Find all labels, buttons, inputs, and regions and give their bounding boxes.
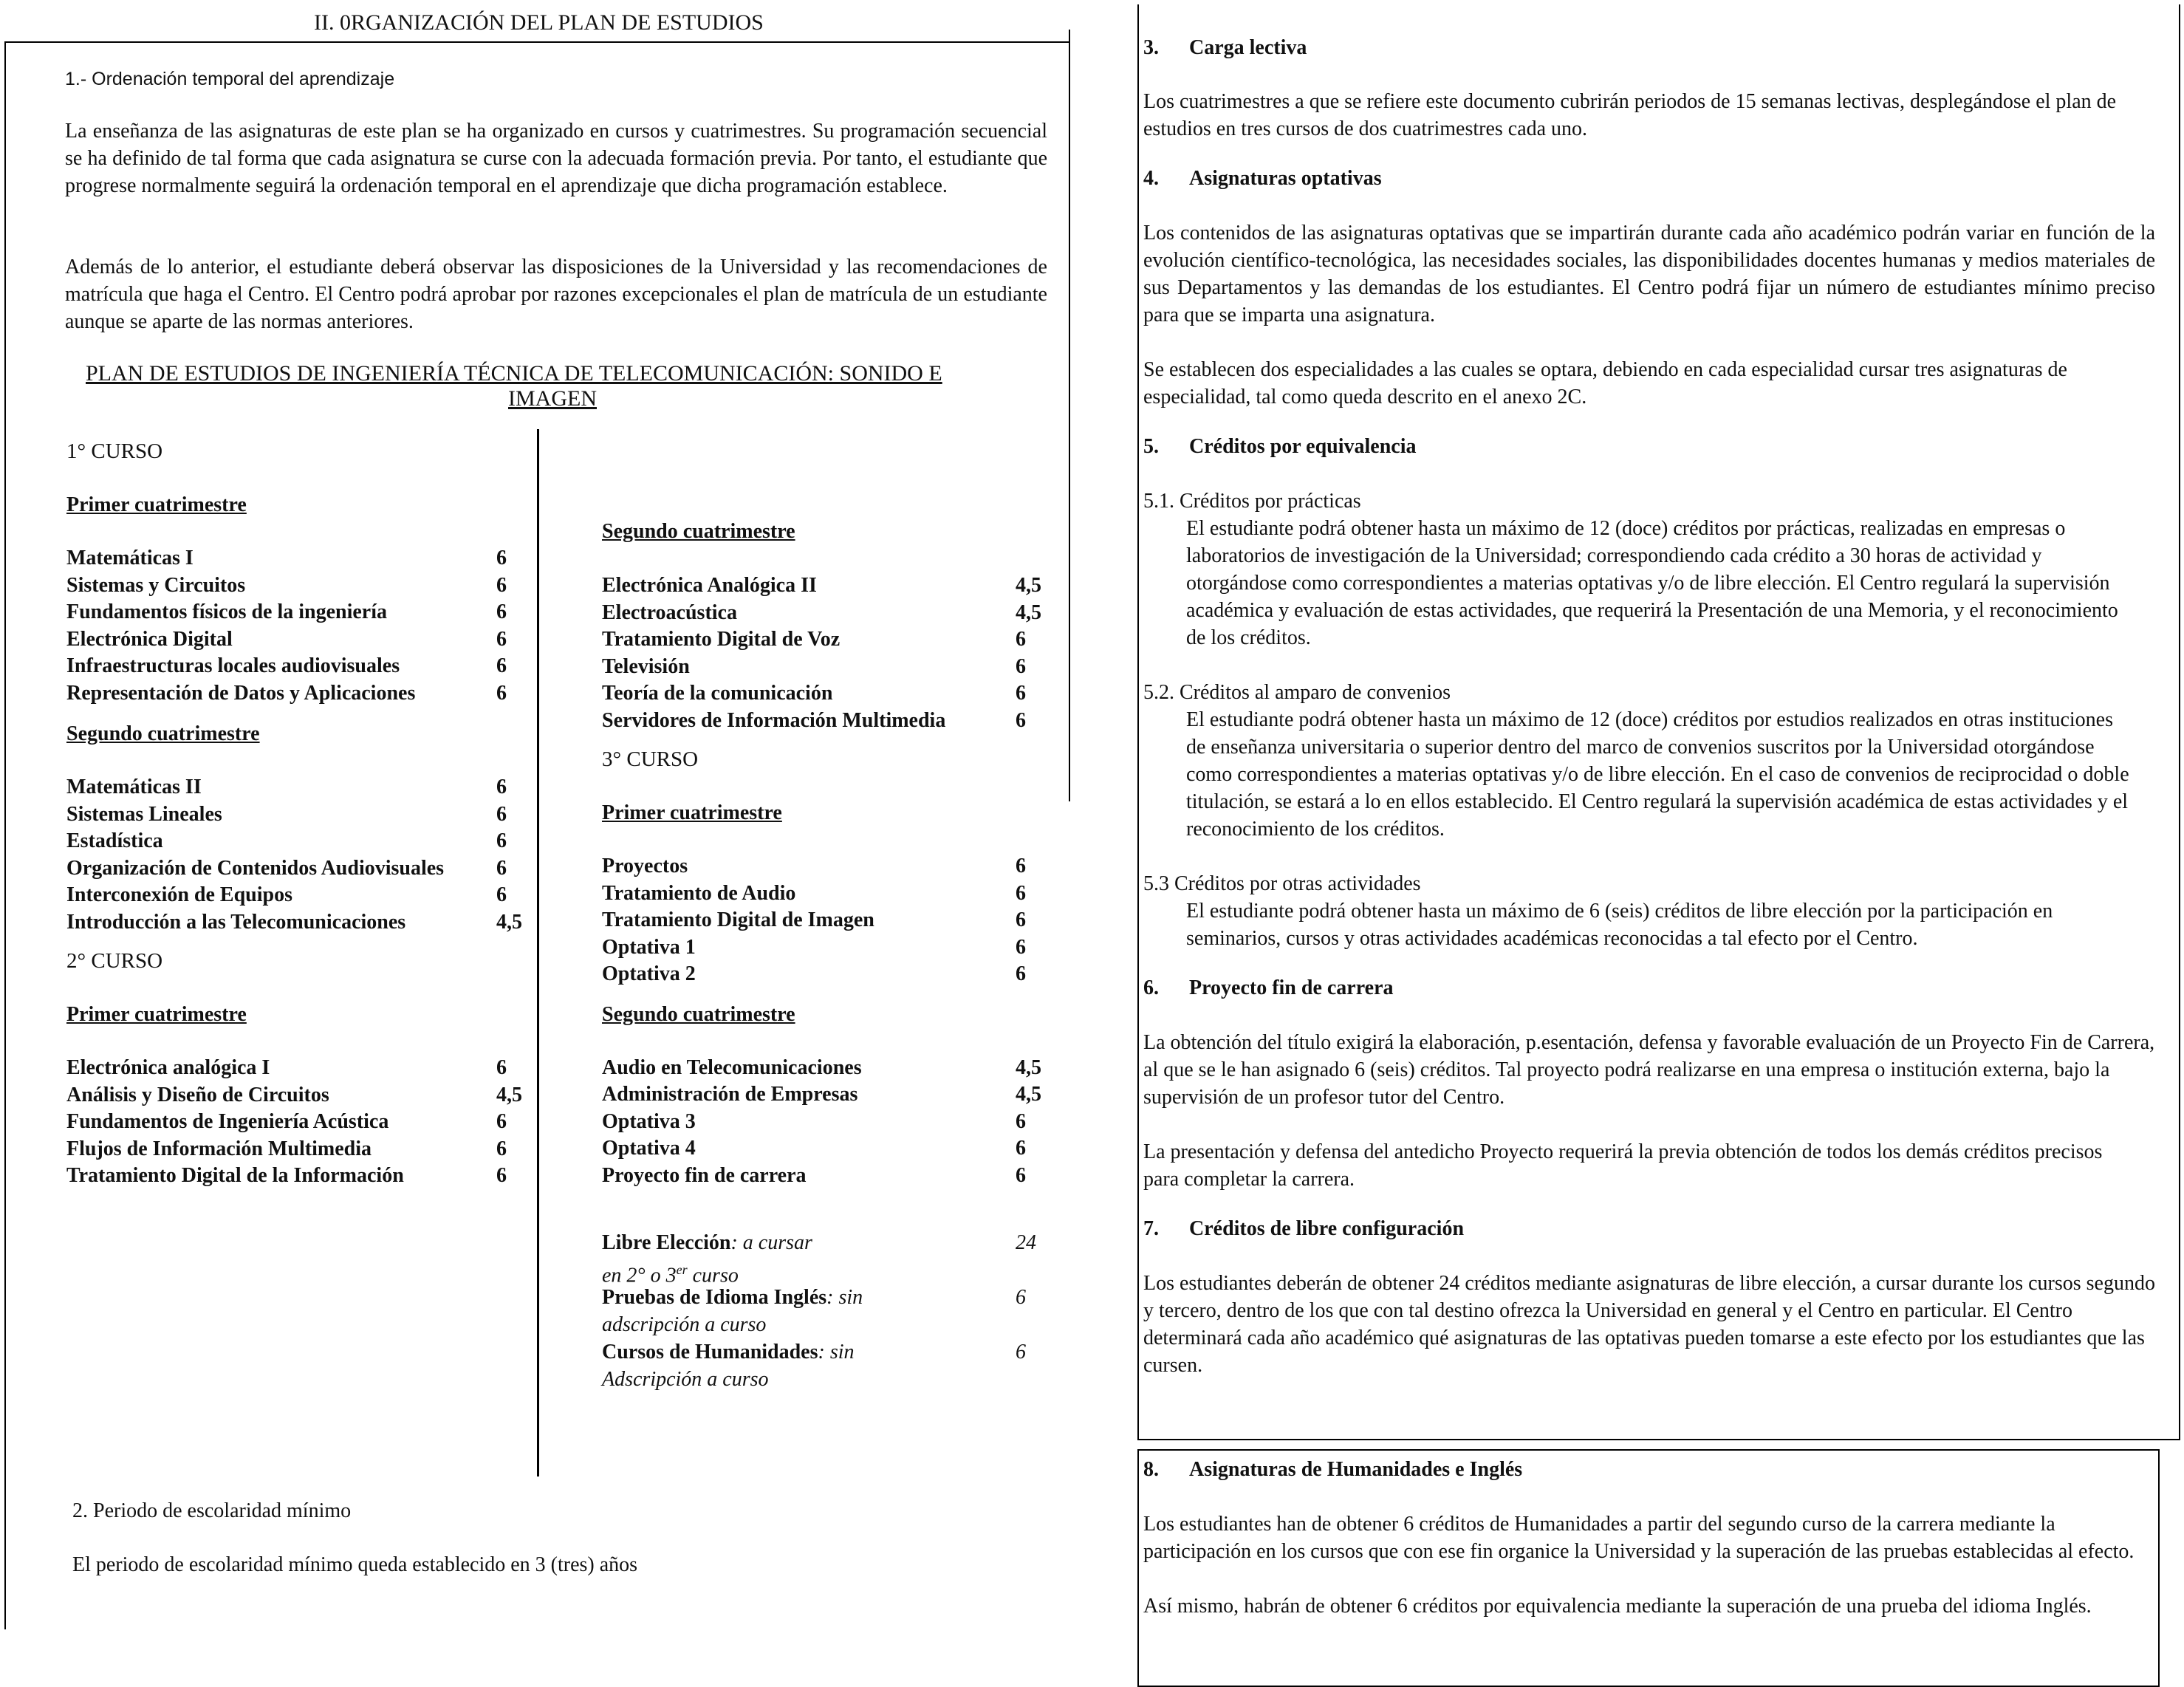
course-row <box>602 1162 1045 1189</box>
course-credits: 6 <box>1016 908 1026 931</box>
course-row <box>66 680 524 707</box>
extra-credit-note-end: curso <box>687 1264 739 1287</box>
s4-heading <box>1143 165 2155 192</box>
c3-s2-list <box>602 1054 1045 1189</box>
c3-s2-heading: Segundo cuatrimestre <box>602 1002 795 1026</box>
course-name: Tratamiento Digital de la Información <box>66 1164 404 1187</box>
s8-paragraph-2: Así mismo, habrán de obtener 6 créditos por equivalencia mediante la superación de una prueba del idioma Inglés. <box>1143 1595 2092 1618</box>
c2-s2-list <box>602 572 1045 733</box>
c2-s1-list <box>66 1054 524 1189</box>
right-content-2 <box>1143 1456 2137 1620</box>
course-credits: 6 <box>496 883 507 906</box>
course-name: Electroacústica <box>602 600 737 624</box>
column-divider <box>537 429 539 1476</box>
course-row <box>602 880 1045 907</box>
course-name: Matemáticas I <box>66 547 194 569</box>
course-name: Electrónica analógica I <box>66 1056 270 1079</box>
course-row <box>602 852 1045 880</box>
s5-title: Créditos por equivalencia <box>1189 435 1417 458</box>
s8-title: Asignaturas de Humanidades e Inglés <box>1189 1458 1523 1481</box>
extra-credit-name: Pruebas de Idioma Inglés <box>602 1286 827 1309</box>
course-row <box>66 855 524 882</box>
frame-right-line <box>1069 30 1070 801</box>
course-name: Optativa 1 <box>602 935 696 959</box>
s3-number: 3. <box>1143 36 1159 59</box>
course-name: Fundamentos de Ingeniería Acústica <box>66 1110 389 1133</box>
course-credits: 4,5 <box>1016 574 1041 597</box>
course-name: Tratamiento Digital de Imagen <box>602 908 874 931</box>
course-row <box>66 598 524 626</box>
course-row <box>66 1135 524 1163</box>
course-credits: 6 <box>1016 682 1026 705</box>
course-row <box>602 599 1045 626</box>
course-row <box>66 652 524 680</box>
course-name: Matemáticas II <box>66 776 202 798</box>
s7-title: Créditos de libre configuración <box>1189 1217 1465 1240</box>
course-name: Tratamiento de Audio <box>602 881 796 905</box>
curso1-block <box>66 438 524 1189</box>
course-name: Sistemas Lineales <box>66 802 222 826</box>
extra-credit-value: 24 <box>1016 1231 1036 1254</box>
right-course-column <box>602 518 1045 1393</box>
extra-credit-item <box>602 1284 1045 1338</box>
s5-heading <box>1143 433 2155 460</box>
s3-text: Los cuatrimestres a que se refiere este documento cubrirán periodos de 15 semanas lectivas, desplegándose el plan de estudios en tres cursos de dos cuatrimestres cada uno. <box>1143 90 2117 140</box>
course-name: Tratamiento Digital de Voz <box>602 628 841 651</box>
course-name: Fundamentos físicos de la ingeniería <box>66 600 388 623</box>
course-row <box>602 934 1045 961</box>
extra-credit-name: Libre Elección <box>602 1231 731 1254</box>
s7-text: Los estudiantes deberán de obtener 24 créditos mediante asignaturas de libre elección, a cursar durante los cursos segundo y tercero, dentro de los que con tal destino ofrezca la Universidad en general y el Centro en particular. El Centro determinará cada año académico qué asignaturas de las optativas pueden tomarse a este efecto por los estudiantes que las cursen. <box>1143 1272 2155 1377</box>
curso3-heading: 3° CURSO <box>602 747 699 771</box>
s53-text: El estudiante podrá obtener hasta un máximo de 6 (seis) créditos de libre elección por la participación en seminarios, cursos y otras actividades académicas reconocidas a tal efecto por el Centro. <box>1186 900 2053 950</box>
course-credits: 4,5 <box>1016 1055 1041 1079</box>
s7-number: 7. <box>1143 1217 1159 1240</box>
course-row <box>602 626 1045 653</box>
course-name: Representación de Datos y Aplicaciones <box>66 681 416 705</box>
course-credits: 6 <box>496 573 507 597</box>
course-credits: 6 <box>496 776 507 798</box>
sec1-paragraph-2: Además de lo anterior, el estudiante deberá observar las disposiciones de la Universidad y las recomendaciones de matrícula que haga el Centro. El Centro podrá aprobar por razones excepcionales el plan de matrícula de un estudiante aunque se aparte de las normas anteriores. <box>65 256 1047 333</box>
course-credits: 6 <box>1016 962 1026 985</box>
extra-credit-note: : sin <box>826 1286 863 1309</box>
s3-heading <box>1143 34 2155 61</box>
c3-s1-heading: Primer cuatrimestre <box>602 801 782 824</box>
course-credits: 6 <box>1016 855 1026 877</box>
sec2-text: El periodo de escolaridad mínimo queda establecido en 3 (tres) años <box>72 1553 638 1576</box>
s6-paragraph-2: La presentación y defensa del antedicho Proyecto requerirá la previa obtención de todos los demás créditos precisos para completar la carrera. <box>1143 1140 2103 1191</box>
course-row <box>66 801 524 828</box>
s4-paragraph-2: Se establecen dos especialidades a las cuales se optara, debiendo en cada especialidad cursar tres asignaturas de especialidad, tal como queda descrito en el anexo 2C. <box>1143 358 2067 408</box>
s6-title: Proyecto fin de carrera <box>1189 976 1394 999</box>
course-name: Proyecto fin de carrera <box>602 1163 807 1187</box>
course-name: Optativa 4 <box>602 1137 696 1160</box>
s7-heading <box>1143 1215 2155 1242</box>
course-credits: 4,5 <box>1016 600 1041 624</box>
course-credits: 6 <box>1016 1137 1026 1160</box>
course-credits: 4,5 <box>496 910 522 934</box>
s8-number: 8. <box>1143 1458 1159 1481</box>
extra-credits-list <box>602 1229 1045 1393</box>
s6-heading <box>1143 974 2155 1002</box>
curso2-heading: 2° CURSO <box>66 949 163 973</box>
course-credits: 6 <box>1016 1109 1026 1133</box>
s8-heading <box>1143 1456 2137 1483</box>
course-row <box>66 1108 524 1135</box>
course-name: Proyectos <box>602 855 688 877</box>
course-row <box>66 1054 524 1081</box>
course-row <box>602 572 1045 599</box>
course-row <box>66 1162 524 1189</box>
sec1-title: 1.- Ordenación temporal del aprendizaje <box>65 69 395 89</box>
course-name: Administración de Empresas <box>602 1083 858 1106</box>
course-row <box>602 1081 1045 1108</box>
s3-title: Carga lectiva <box>1189 36 1307 59</box>
s6-paragraph-1: La obtención del título exigirá la elaboración, p.esentación, defensa y favorable evaluación de un Proyecto Fin de Carrera, al que se le han asignado 6 (seis) créditos. Tal proyecto podrá realizarse en una empresa o institución externa, bajo la supervisión de un profesor tutor del Centro. <box>1143 1031 2155 1109</box>
course-name: Flujos de Información Multimedia <box>66 1137 372 1160</box>
course-credits: 6 <box>496 829 507 852</box>
course-credits: 6 <box>496 681 507 705</box>
course-credits: 6 <box>1016 628 1026 651</box>
course-row <box>602 960 1045 988</box>
course-credits: 6 <box>1016 1163 1026 1187</box>
s52-text: El estudiante podrá obtener hasta un máximo de 12 (doce) créditos por estudios realizados en otras instituciones de enseñanza universitaria o superior dentro del marco de convenios suscritos por la Universidad otorgándose como correspondientes a materias optativas y/o de libre elección. En el caso de convenios de reciprocidad o doble titulación, se estará a lo en ellos establecido. El Centro regulará la supervisión académica de estas actividades y el reconocimiento de los créditos. <box>1186 708 2129 841</box>
course-name: Infraestructuras locales audiovisuales <box>66 654 400 677</box>
right-content <box>1143 34 2155 1379</box>
s4-number: 4. <box>1143 167 1159 190</box>
plan-title-line-1: PLAN DE ESTUDIOS DE INGENIERÍA TÉCNICA DE TELECOMUNICACIÓN: SONIDO E <box>86 361 942 386</box>
course-credits: 4,5 <box>1016 1083 1041 1106</box>
course-credits: 6 <box>1016 935 1026 959</box>
s51-text: El estudiante podrá obtener hasta un máximo de 12 (doce) créditos por prácticas, realizadas en empresas o laboratorios de investigación de la Universidad; correspondiendo cada crédito a 30 horas de actividad y otorgándose como correspondientes a materias optativas y/o de libre elección. El Centro regulará la supervisión académica y evaluación de estas actividades, que requerirá la Presentación de una Memoria, y el reconocimiento de los créditos. <box>1186 517 2118 649</box>
course-name: Servidores de Información Multimedia <box>602 708 946 732</box>
course-row <box>66 572 524 599</box>
course-name: Optativa 3 <box>602 1109 696 1133</box>
course-credits: 4,5 <box>496 1083 522 1106</box>
frame-top-line <box>4 41 1069 43</box>
course-credits: 6 <box>496 627 507 651</box>
course-name: Sistemas y Circuitos <box>66 573 246 597</box>
course-row <box>66 544 524 572</box>
course-row <box>66 827 524 855</box>
course-credits: 6 <box>496 1056 507 1079</box>
c1-s1-list <box>66 544 524 706</box>
course-credits: 6 <box>1016 708 1026 732</box>
extra-credit-note: : a cursar <box>730 1231 812 1254</box>
course-credits: 6 <box>1016 881 1026 905</box>
course-credits: 6 <box>496 654 507 677</box>
extra-credit-value: 6 <box>1016 1341 1026 1363</box>
course-name: Introducción a las Telecomunicaciones <box>66 910 406 934</box>
s52-title: 5.2. Créditos al amparo de convenios <box>1143 681 1451 704</box>
c2-s1-heading: Primer cuatrimestre <box>66 1003 247 1026</box>
course-name: Organización de Contenidos Audiovisuales <box>66 856 445 880</box>
course-name: Electrónica Analógica II <box>602 574 817 597</box>
course-row <box>602 653 1045 680</box>
extra-credit-value: 6 <box>1016 1286 1026 1309</box>
s5-number: 5. <box>1143 435 1159 458</box>
course-credits: 6 <box>496 1137 507 1160</box>
c1-s1-heading: Primer cuatrimestre <box>66 493 247 516</box>
course-name: Optativa 2 <box>602 962 696 985</box>
course-row <box>66 1081 524 1109</box>
extra-credit-name: Cursos de Humanidades <box>602 1341 818 1363</box>
course-row <box>66 626 524 653</box>
extra-credit-note-line-2: Adscripción a curso <box>602 1368 769 1391</box>
course-row <box>66 773 524 801</box>
course-row <box>602 1108 1045 1135</box>
c1-s2-heading: Segundo cuatrimestre <box>66 722 260 745</box>
sec2-title: 2. Periodo de escolaridad mínimo <box>72 1499 352 1522</box>
curso1-heading: 1° CURSO <box>66 439 163 463</box>
course-name: Electrónica Digital <box>66 627 233 651</box>
course-credits: 6 <box>496 802 507 826</box>
course-row <box>66 908 524 936</box>
course-name: Estadística <box>66 829 163 852</box>
s51-title: 5.1. Créditos por prácticas <box>1143 490 1361 513</box>
extra-credit-item <box>602 1229 1045 1287</box>
s4-title: Asignaturas optativas <box>1189 167 1382 190</box>
course-credits: 6 <box>496 856 507 880</box>
course-row <box>602 906 1045 934</box>
course-name: Teoría de la comunicación <box>602 682 833 705</box>
course-credits: 6 <box>1016 654 1026 678</box>
sec1-paragraph-1: La enseñanza de las asignaturas de este plan se ha organizado en cursos y cuatrimestres. Su programación secuencial se ha definido de tal forma que cada asignatura se curse con la adecuada formación previa. Por tanto, el estudiante que progrese normalmente seguirá la ordenación temporal en el aprendizaje que dicha programación establece. <box>65 120 1047 197</box>
c3-s1-list <box>602 852 1045 988</box>
course-credits: 6 <box>496 1110 507 1133</box>
course-credits: 6 <box>496 547 507 569</box>
course-row <box>66 881 524 908</box>
extra-credit-note: : sin <box>818 1341 855 1363</box>
c1-s2-list <box>66 773 524 935</box>
s6-number: 6. <box>1143 976 1159 999</box>
course-name: Televisión <box>602 654 690 678</box>
extra-credit-item <box>602 1338 1045 1393</box>
c2-s2-heading: Segundo cuatrimestre <box>602 520 795 543</box>
s53-title: 5.3 Créditos por otras actividades <box>1143 872 1421 895</box>
course-row <box>602 1135 1045 1162</box>
s4-paragraph-1: Los contenidos de las asignaturas optativas que se impartirán durante cada año académico podrán variar en función de la evolución científico-tecnológica, las necesidades sociales, las disponibilidades docentes humanas y medios materiales de sus Departamentos y las demandas de los estudiantes. El Centro podrá fijar un número de estudiantes mínimo preciso para que se imparta una asignatura. <box>1143 222 2155 326</box>
course-name: Audio en Telecomunicaciones <box>602 1055 862 1079</box>
course-name: Análisis y Diseño de Circuitos <box>66 1083 329 1106</box>
course-credits: 6 <box>496 1164 507 1187</box>
frame-left-line <box>4 41 6 1629</box>
course-row <box>602 707 1045 734</box>
extra-credit-note-line-2: en 2° o 3 <box>602 1264 677 1287</box>
extra-credit-note-line-2: adscripción a curso <box>602 1313 767 1336</box>
course-name: Interconexión de Equipos <box>66 883 292 906</box>
s8-paragraph-1: Los estudiantes han de obtener 6 créditos de Humanidades a partir del segundo curso de la carrera mediante la participación en los cursos que con ese fin organice la Universidad y la superación de las pruebas establecidas al efecto. <box>1143 1513 2135 1563</box>
main-title: II. 0RGANIZACIÓN DEL PLAN DE ESTUDIOS <box>314 10 764 35</box>
extra-credit-note-sup: er <box>676 1262 688 1277</box>
plan-title-line-2: IMAGEN <box>508 386 597 411</box>
course-credits: 6 <box>496 600 507 623</box>
course-row <box>602 1054 1045 1081</box>
course-row <box>602 680 1045 707</box>
